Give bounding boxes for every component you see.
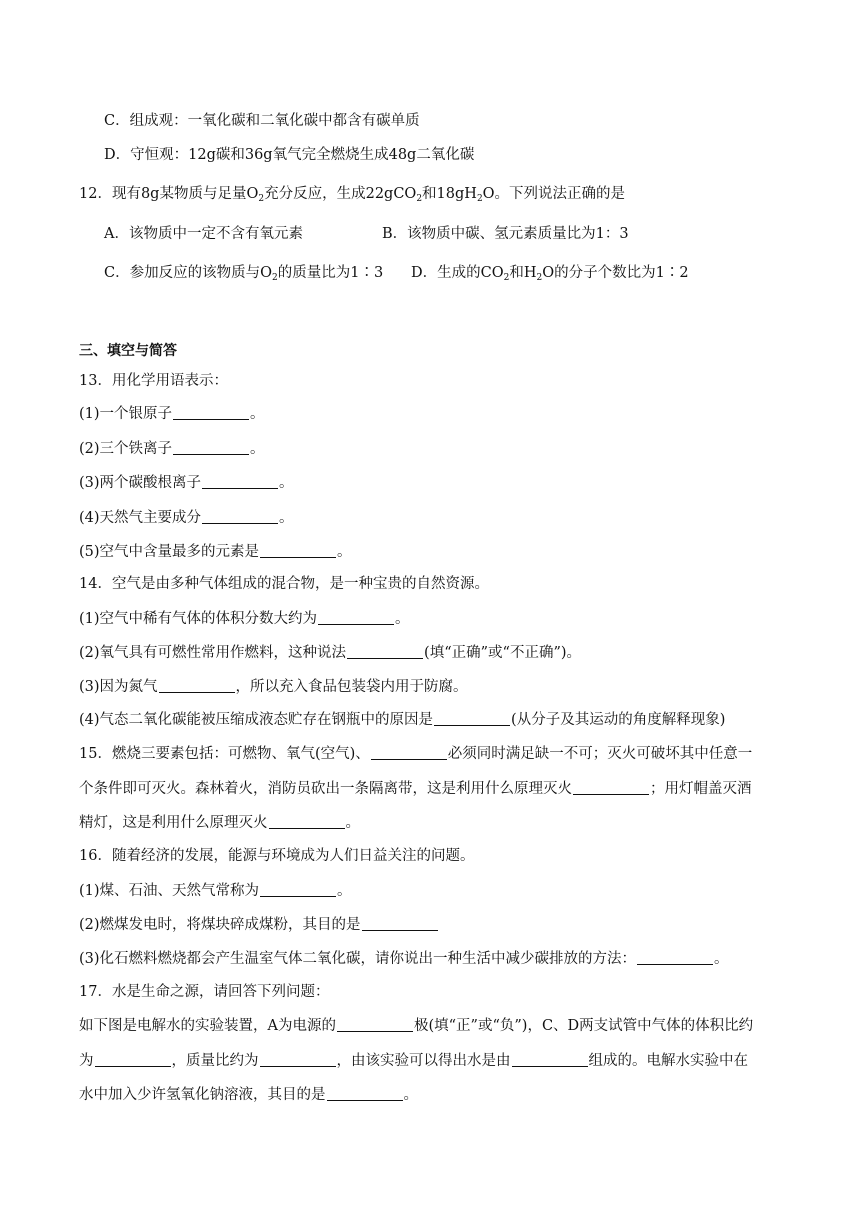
- q14-item-4: (4)气态二氧化碳能被压缩成液态贮存在钢瓶中的原因是 (从分子及其运动的角度解释现象): [79, 712, 726, 728]
- q14-item-1: (1)空气中稀有气体的体积分数大约为 。: [79, 611, 410, 627]
- answer-blank[interactable]: [269, 814, 345, 829]
- answer-blank[interactable]: [173, 405, 249, 420]
- section-title: 三、填空与简答: [79, 343, 177, 359]
- answer-blank[interactable]: [371, 745, 447, 760]
- q11-option-c: C．组成观：一氧化碳和二氧化碳中都含有碳单质: [104, 113, 420, 129]
- answer-blank[interactable]: [637, 950, 713, 965]
- q12-option-b: B．该物质中碳、氢元素质量比为1：3: [382, 226, 629, 242]
- answer-blank[interactable]: [347, 644, 423, 659]
- answer-blank[interactable]: [202, 509, 278, 524]
- q12-stem: 12．现有8g某物质与足量$O_2$充分反应，生成22gCO$_2$和$18gH_2O$。下列说法正确的是: [79, 186, 626, 204]
- q15-line-2: 个条件即可灭火。森林着火，消防员砍出一条隔离带，这是利用什么原理灭火 ；用灯帽盖灭酒: [79, 781, 752, 797]
- q13-item-4: (4)天然气主要成分 。: [79, 510, 294, 526]
- q17-line-1: 如下图是电解水的实验装置，A为电源的 极(填“正”或“负”)，C、D两支试管中气体的体积比约: [79, 1018, 754, 1034]
- answer-blank[interactable]: [512, 1052, 588, 1067]
- q14-stem: 14．空气是由多种气体组成的混合物，是一种宝贵的自然资源。: [79, 576, 489, 592]
- answer-blank[interactable]: [573, 780, 649, 795]
- answer-blank[interactable]: [318, 610, 394, 625]
- answer-blank[interactable]: [337, 1017, 413, 1032]
- q12-option-a: A．该物质中一定不含有氧元素: [104, 226, 303, 242]
- q15-line-3: 精灯，这是利用什么原理灭火 。: [79, 815, 360, 831]
- q17-line-3: 水中加入少许氢氧化钠溶液，其目的是 。: [79, 1087, 418, 1103]
- answer-blank[interactable]: [260, 882, 336, 897]
- q13-item-3: (3)两个碳酸根离子 。: [79, 475, 294, 491]
- q13-item-2: (2)三个铁离子 。: [79, 441, 265, 457]
- q16-item-2: (2)燃煤发电时，将煤块碎成煤粉，其目的是: [79, 915, 439, 935]
- q13-stem: 13．用化学用语表示：: [79, 373, 228, 389]
- answer-blank[interactable]: [362, 916, 438, 931]
- q12-option-c: C．参加反应的该物质与$O_2$的质量比为1∶3: [104, 265, 384, 283]
- answer-blank[interactable]: [159, 678, 235, 693]
- q13-item-5: (5)空气中含量最多的元素是 。: [79, 544, 352, 560]
- q14-item-2: (2)氧气具有可燃性常用作燃料，这种说法 (填“正确”或“不正确”)。: [79, 645, 582, 661]
- answer-blank[interactable]: [173, 440, 249, 455]
- q11-option-d: D．守恒观：12g碳和36g氧气完全燃烧生成48g二氧化碳: [104, 147, 475, 163]
- answer-blank[interactable]: [260, 1052, 336, 1067]
- q14-item-3: (3)因为氮气 ，所以充入食品包装袋内用于防腐。: [79, 679, 468, 695]
- q12-option-d: D．生成的$CO_2$和$H_2O$的分子个数比为1∶2: [411, 265, 689, 283]
- answer-blank[interactable]: [260, 543, 336, 558]
- q13-item-1: (1)一个银原子 。: [79, 406, 265, 422]
- q16-stem: 16．随着经济的发展，能源与环境成为人们日益关注的问题。: [79, 848, 475, 864]
- answer-blank[interactable]: [202, 474, 278, 489]
- q17-line-2: 为 ，质量比约为 ，由该实验可以得出水是由 组成的。电解水实验中在: [79, 1053, 748, 1069]
- q17-stem: 17．水是生命之源，请回答下列问题：: [79, 984, 330, 1000]
- q16-item-3: (3)化石燃料燃烧都会产生温室气体二氧化碳，请你说出一种生活中减少碳排放的方法： 。: [79, 951, 729, 967]
- answer-blank[interactable]: [434, 711, 510, 726]
- answer-blank[interactable]: [327, 1086, 403, 1101]
- q15-line-1: 15．燃烧三要素包括：可燃物、氧气(空气)、 必须同时满足缺一不可；灭火可破坏其中任意一: [79, 746, 753, 762]
- answer-blank[interactable]: [95, 1052, 171, 1067]
- q16-item-1: (1)煤、石油、天然气常称为 。: [79, 883, 352, 899]
